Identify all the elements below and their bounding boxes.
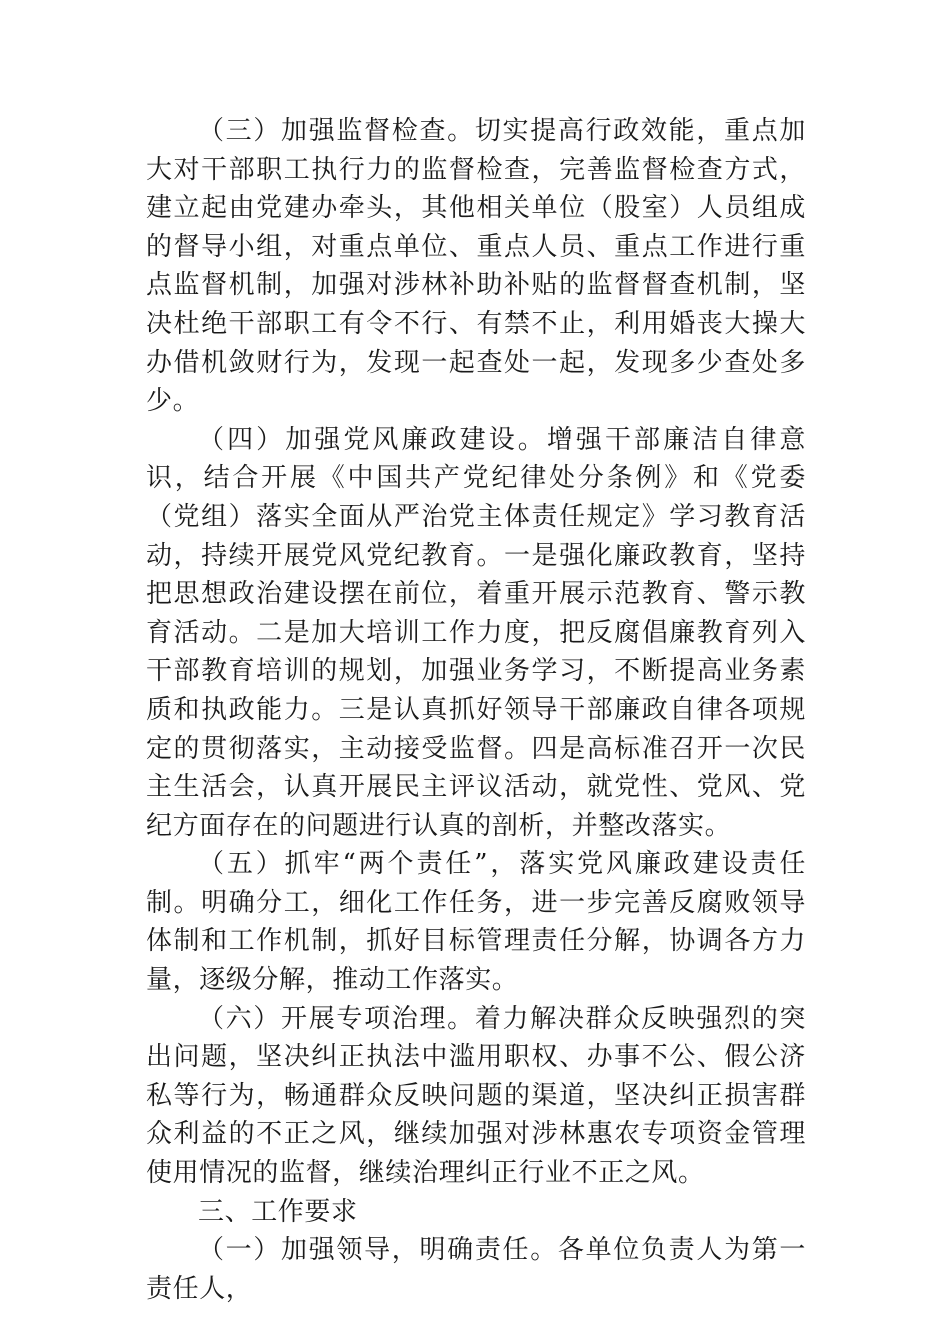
paragraph-leadership: （一）加强领导，明确责任。各单位负责人为第一责任人， — [146, 1235, 806, 1304]
document-body — [146, 112, 806, 1308]
paragraph-supervision: （三）加强监督检查。切实提高行政效能，重点加大对干部职工执行力的监督检查，完善监督检查方式，建立起由党建办牵头，其他相关单位（股室）人员组成的督导小组，对重点单位、重点人员、重点工作进行重点监督机制，加强对涉林补助补贴的监督督查机制，坚决杜绝干部职工有令不行、有禁不止，利用婚丧大操大办借机敛财行为，发现一起查处一起，发现多少查处多少。 — [146, 116, 806, 417]
section-heading: 三、工作要求 — [198, 1196, 358, 1227]
paragraph-two-responsibilities: （五）抓牢“两个责任”，落实党风廉政建设责任制。明确分工，细化工作任务，进一步完善反腐败领导体制和工作机制，抓好目标管理责任分解，协调各方力量，逐级分解，推动工作落实。 — [146, 849, 806, 996]
paragraph-special-governance: （六）开展专项治理。着力解决群众反映强烈的突出问题，坚决纠正执法中滥用职权、办事不公、假公济私等行为，畅通群众反映问题的渠道，坚决纠正损害群众利益的不正之风，继续加强对涉林惠农专项资金管理使用情况的监督，继续治理纠正行业不正之风。 — [146, 1003, 806, 1189]
paragraph-party-conduct: （四）加强党风廉政建设。增强干部廉洁自律意识，结合开展《中国共产党纪律处分条例》和《党委（党组）落实全面从严治党主体责任规定》学习教育活动，持续开展党风党纪教育。一是强化廉政教育，坚持把思想政治建设摆在前位，着重开展示范教育、警示教育活动。二是加大培训工作力度，把反腐倡廉教育列入干部教育培训的规划，加强业务学习，不断提高业务素质和执政能力。三是认真抓好领导干部廉政自律各项规定的贯彻落实，主动接受监督。四是高标准召开一次民主生活会，认真开展民主评议活动，就党性、党风、党纪方面存在的问题进行认真的剖析，并整改落实。 — [146, 424, 806, 841]
